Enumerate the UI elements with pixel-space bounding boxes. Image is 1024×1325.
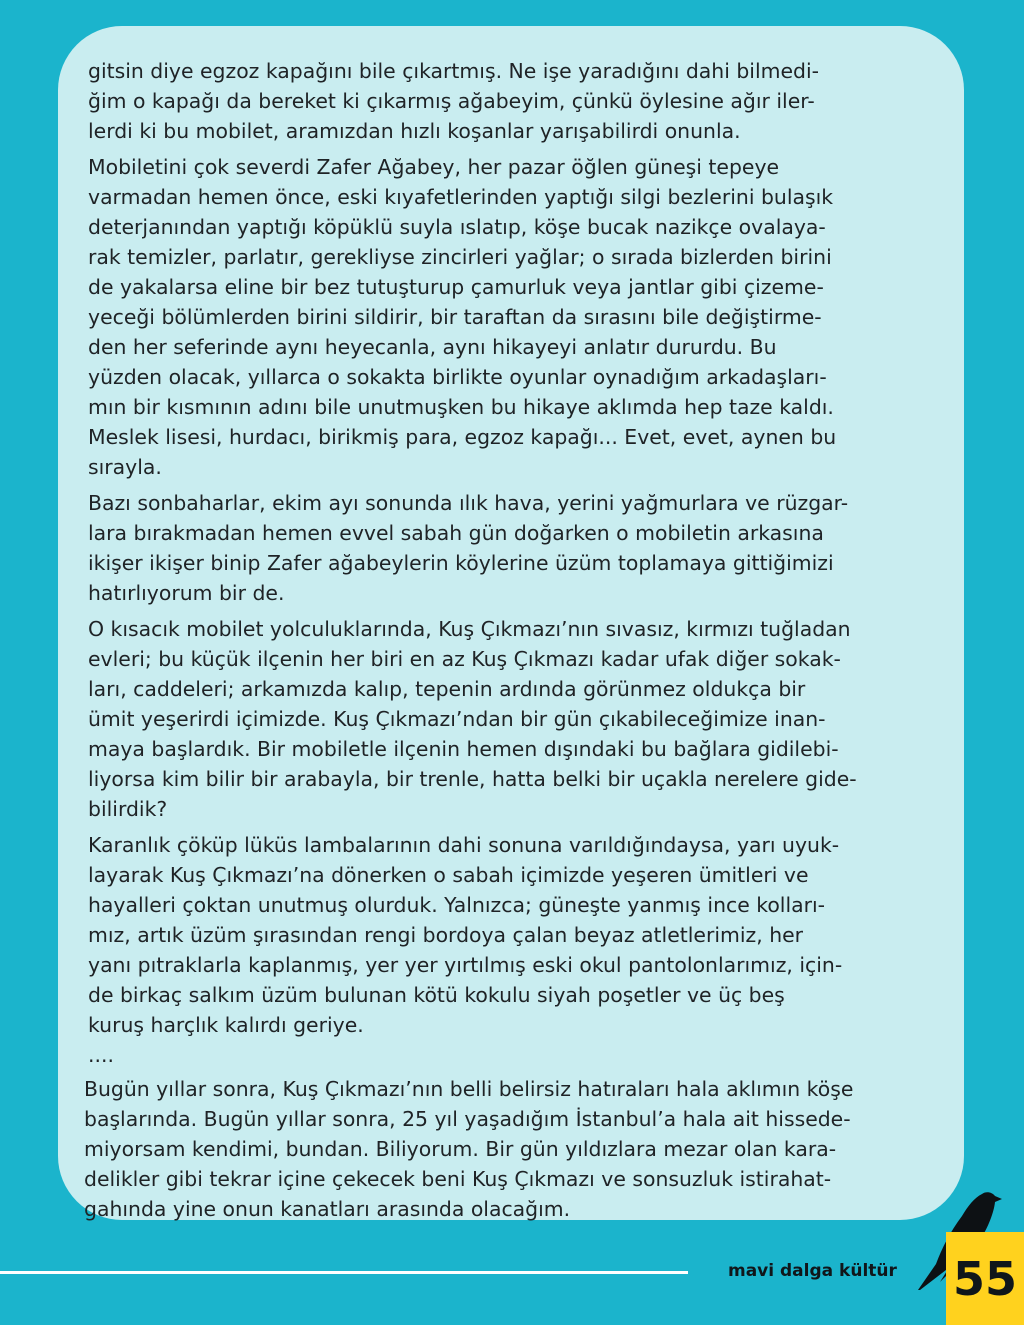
paragraph-3 — [88, 488, 958, 608]
text-line: mın bir kısmının adını bile unutmuşken bu hikaye aklımda hep taze kaldı. — [88, 395, 834, 419]
text-line: ları, caddeleri; arkamızda kalıp, tepenin ardında görünmez oldukça bir — [88, 677, 806, 701]
page-number: 55 — [952, 1251, 1017, 1306]
text-line: den her seferinde aynı heyecanla, aynı hikayeyi anlatır dururdu. Bu — [88, 335, 777, 359]
text-line: mız, artık üzüm şırasından rengi bordoya çalan beyaz atletlerimiz, her — [88, 923, 804, 947]
text-line: ğim o kapağı da bereket ki çıkarmış ağabeyim, çünkü öylesine ağır iler- — [88, 89, 815, 113]
text-line: ikişer ikişer binip Zafer ağabeylerin köylerine üzüm toplamaya gittiğimizi — [88, 551, 834, 575]
text-line: Karanlık çöküp lüküs lambalarının dahi sonuna varıldığındaysa, yarı uyuk- — [88, 833, 840, 857]
text-line: O kısacık mobilet yolculuklarında, Kuş Çıkmazı’nın sıvasız, kırmızı tuğladan — [88, 617, 851, 641]
text-line: de birkaç salkım üzüm bulunan kötü kokulu siyah poşetler ve üç beş — [88, 983, 785, 1007]
text-line: başlarında. Bugün yıllar sonra, 25 yıl yaşadığım İstanbul’a hala ait hissede- — [84, 1107, 851, 1131]
text-line: delikler gibi tekrar içine çekecek beni Kuş Çıkmazı ve sonsuzluk istirahat- — [84, 1167, 832, 1191]
footer-rule — [0, 1271, 688, 1274]
text-line: yanı pıtraklarla kaplanmış, yer yer yırtılmış eski okul pantolonlarımız, için- — [88, 953, 843, 977]
text-line: kuruş harçlık kalırdı geriye. — [88, 1013, 364, 1037]
text-line: liyorsa kim bilir bir arabayla, bir trenle, hatta belki bir uçakla nerelere gide- — [88, 767, 857, 791]
text-line: sırayla. — [88, 455, 162, 479]
text-line: deterjanından yaptığı köpüklü suyla ıslatıp, köşe bucak nazikçe ovalaya- — [88, 215, 826, 239]
magazine-brand: mavi dalga kültür — [728, 1261, 897, 1281]
text-line: Mobiletini çok severdi Zafer Ağabey, her pazar öğlen güneşi tepeye — [88, 155, 780, 179]
text-line: lerdi ki bu mobilet, aramızdan hızlı koşanlar yarışabilirdi onunla. — [88, 119, 741, 143]
text-line: miyorsam kendimi, bundan. Biliyorum. Bir gün yıldızlara mezar olan kara- — [84, 1137, 837, 1161]
paragraph-6 — [84, 1074, 958, 1224]
paragraph-2 — [88, 152, 958, 482]
text-line: Bugün yıllar sonra, Kuş Çıkmazı’nın belli belirsiz hatıraları hala aklımın köşe — [84, 1077, 854, 1101]
text-line: gahında yine onun kanatları arasında olacağım. — [84, 1197, 571, 1221]
paragraph-1 — [88, 56, 958, 146]
text-line: bilirdik? — [88, 797, 168, 821]
text-line: Bazı sonbaharlar, ekim ayı sonunda ılık hava, yerini yağmurlara ve rüzgar- — [88, 491, 849, 515]
text-line: evleri; bu küçük ilçenin her biri en az Kuş Çıkmazı kadar ufak diğer sokak- — [88, 647, 841, 671]
paragraph-5 — [88, 830, 958, 1070]
text-line: yüzden olacak, yıllarca o sokakta birlikte oyunlar oynadığım arkadaşları- — [88, 365, 827, 389]
text-line: yeceği bölümlerden birini sildirir, bir taraftan da sırasını bile değiştirme- — [88, 305, 822, 329]
text-line: hayalleri çoktan unutmuş olurduk. Yalnızca; güneşte yanmış ince kolları- — [88, 893, 826, 917]
ellipsis-line: .... — [88, 1043, 114, 1067]
text-line: ümit yeşerirdi içimizde. Kuş Çıkmazı’ndan bir gün çıkabileceğimize inan- — [88, 707, 826, 731]
page-number-badge — [946, 1232, 1024, 1325]
text-line: hatırlıyorum bir de. — [88, 581, 285, 605]
text-line: layarak Kuş Çıkmazı’na dönerken o sabah içimizde yeşeren ümitleri ve — [88, 863, 809, 887]
text-line: de yakalarsa eline bir bez tutuşturup çamurluk veya jantlar gibi çizeme- — [88, 275, 824, 299]
text-line: rak temizler, parlatır, gerekliyse zincirleri yağlar; o sırada bizlerden birini — [88, 245, 832, 269]
text-line: lara bırakmadan hemen evvel sabah gün doğarken o mobiletin arkasına — [88, 521, 824, 545]
paragraph-4 — [88, 614, 958, 824]
text-line: maya başlardık. Bir mobiletle ilçenin hemen dışındaki bu bağlara gidilebi- — [88, 737, 839, 761]
text-line: gitsin diye egzoz kapağını bile çıkartmış. Ne işe yaradığını dahi bilmedi- — [88, 59, 820, 83]
article-body — [84, 56, 958, 1230]
text-line: Meslek lisesi, hurdacı, birikmiş para, egzoz kapağı... Evet, evet, aynen bu — [88, 425, 837, 449]
text-line: varmadan hemen önce, eski kıyafetlerinden yaptığı silgi bezlerini bulaşık — [88, 185, 834, 209]
